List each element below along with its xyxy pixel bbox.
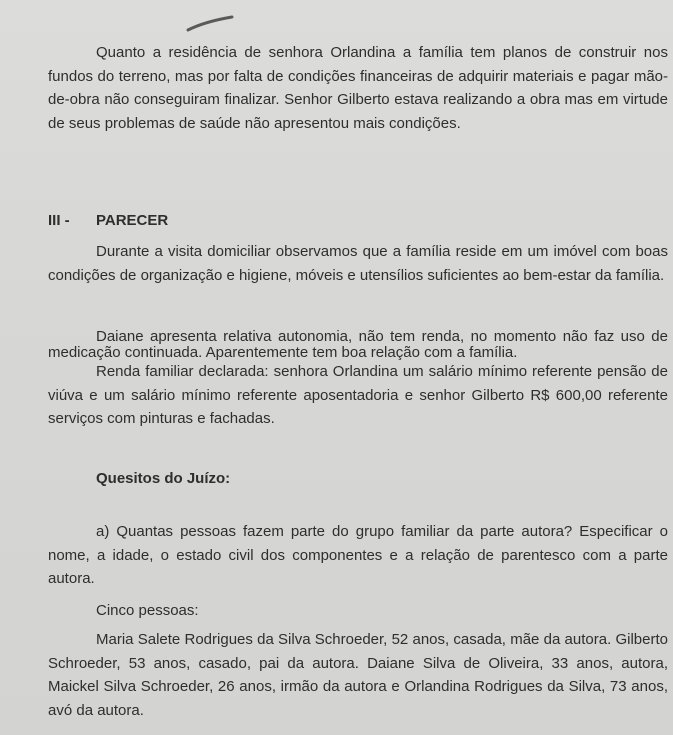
paragraph-renda: Renda familiar declarada: senhora Orlandina um salário mínimo referente pensão de viúva e um salário mínimo referente aposentadoria e senhor Gilberto R$ 600,00 referente serviços com pinturas e fachadas.: [48, 363, 668, 427]
quesitos-heading: Quesitos do Juízo:: [96, 470, 231, 487]
section-title: PARECER: [96, 212, 169, 229]
paragraph-visita: Durante a visita domiciliar observamos que a família reside em um imóvel com boas condições de organização e higiene, móveis e utensílios suficientes ao bem-estar da família.: [48, 243, 668, 284]
paragraph-daiane: Daiane apresenta relativa autonomia, não tem renda, no momento não faz uso de medicação continuada. Aparentemente tem boa relação com a família.: [48, 328, 668, 361]
section-number: III -: [48, 212, 70, 229]
pen-mark: [186, 14, 234, 36]
paragraph-residencia: Quanto a residência de senhora Orlandina a família tem planos de construir nos fundos do terreno, mas por falta de condições financeiras de adquirir materiais e pagar mão-de-obra não conseguiram finalizar. Senhor Gilberto estava realizando a obra mas em virtude de seus problemas de saúde não apresentou mais condições.: [48, 44, 668, 132]
paragraph-quesito-a: a) Quantas pessoas fazem parte do grupo familiar da parte autora? Especificar o nome, a idade, o estado civil dos componentes e a relação de parentesco com a parte autora.: [48, 523, 668, 587]
paragraph-cinco-pessoas: Cinco pessoas:: [96, 602, 199, 619]
paragraph-membros: Maria Salete Rodrigues da Silva Schroeder, 52 anos, casada, mãe da autora. Gilberto Schroeder, 53 anos, casado, pai da autora. Daiane Silva de Oliveira, 33 anos, autora, Maickel Silva Schroeder, 26 anos, irmão da autora e Orlandina Rodrigues da Silva, 73 anos, avó da autora.: [48, 631, 668, 719]
